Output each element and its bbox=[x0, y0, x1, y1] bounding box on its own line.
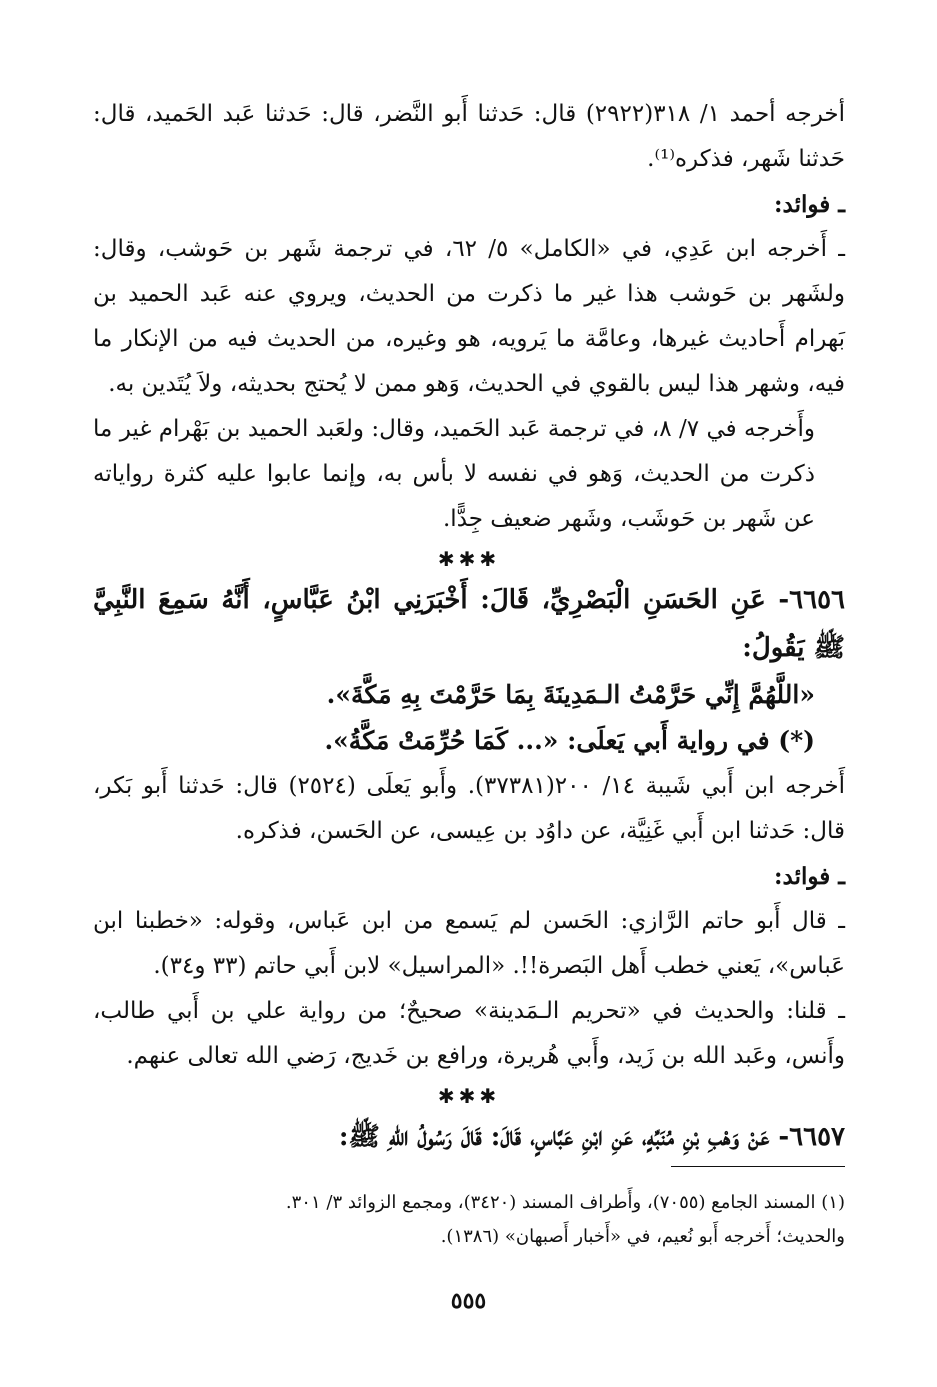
hadith-quote: «اللَّهُمَّ إِنِّي حَرَّمْتُ الـمَدِينَةَ بِمَا حَرَّمْتَ بِهِ مَكَّةَ». bbox=[326, 680, 815, 709]
footnote-line: والحديث؛ أَخرجه أَبو نُعيم، في «أَخبار أَصبهان» (١٣٨٦). bbox=[440, 1226, 845, 1247]
section-heading: ـ فوائد: bbox=[774, 191, 845, 218]
main-text bbox=[93, 92, 845, 1161]
hadith-variant: (*) في رواية أَبي يَعلَى: «... كَمَا حُرِّمَتْ مَكَّةُ». bbox=[324, 726, 815, 755]
benefit-paragraph: وأَخرجه في ٧/ ٨، في ترجمة عَبد الحَميد، وقال: ولعَبد الحميد بن بَهْرام غير ما ذكرت من الحديث، وَهو في نفسه لا بأس به، وإنما عابوا عليه كثرة رواياته عن شَهر بن حَوشَب، وشَهر ضعيف جِدًّا. bbox=[93, 416, 815, 532]
benefit-paragraph: ـ قال أَبو حاتم الرَّازي: الحَسن لم يَسمع من ابن عَباس، وقوله: «خطبنا ابن عَباس»، يَعني خطب أَهل البَصرة!!. «المراسيل» لابن أَبي حاتم (٣٣ و٣٤). bbox=[93, 908, 845, 979]
separator-stars: ✱✱✱ bbox=[437, 1084, 501, 1108]
section-heading: ـ فوائد: bbox=[774, 863, 845, 890]
separator-stars: ✱✱✱ bbox=[437, 547, 501, 571]
takhrij-paragraph: أَخرجه ابن أَبي شَيبة ١٤/ ٢٠٠(٣٧٣٨١). وأَبو يَعلَى (٢٥٢٤) قال: حَدثنا أَبو بَكر، قال: حَدثنا ابن أَبي غَنِيَّة، عن داوُد بن عِيسى، عن الحَسن، فذكره. bbox=[93, 773, 846, 844]
hadith-text: ٦٦٥٦- عَنِ الحَسَنِ الْبَصْرِيِّ، قَالَ: أَخْبَرَنِي ابْنُ عَبَّاسٍ، أَنَّهُ سَمِعَ النَّبِيَّ ﷺ يَقُولُ: bbox=[93, 585, 845, 663]
takhrij-paragraph: أخرجه أحمد ١/ ٣١٨(٢٩٢٢) قال: حَدثنا أَبو النَّضر، قال: حَدثنا عَبد الحَميد، قال: حَدثنا شَهر، فذكره⁽¹⁾. bbox=[93, 101, 846, 172]
benefit-paragraph: ـ قلنا: والحديث في «تحريم الـمَدينة» صحيحٌ؛ من رواية علي بن أَبي طالب، وأَنس، وعَبد الله بن زَيد، وأَبي هُريرة، ورافع بن خَديج، رَضي الله تعالى عنهم. bbox=[93, 998, 845, 1069]
footnote-divider bbox=[671, 1166, 845, 1167]
hadith-text: ٦٦٥٧- عَنْ وَهْبِ بْنِ مُنَبِّهٍ، عَنِ ابْنِ عَبَّاسٍ، قَالَ: قَالَ رَسُولُ اللهِ ﷺ: bbox=[338, 1122, 845, 1152]
benefit-paragraph: ـ أَخرجه ابن عَدِي، في «الكامل» ٥/ ٦٢، في ترجمة شَهر بن حَوشب، وقال: ولشَهر بن حَوشب هذا غير ما ذكرت من الحديث، ويروي عنه عَبد الحميد بن بَهرام أَحاديث غيرها، وعامَّة ما يَرويه، هو وغيره، من الحديث فيه من الإنكار ما فيه، وشهر هذا ليس بالقوي في الحديث، وَهو ممن لا يُحتج بحديثه، ولاَ يُتَدين به. bbox=[93, 236, 845, 397]
footnotes bbox=[93, 1186, 845, 1254]
footnote-line: (١) المسند الجامع (٧٠٥٥)، وأَطراف المسند (٣٤٢٠)، ومجمع الزوائد ٣/ ٣٠١. bbox=[285, 1192, 845, 1213]
page-number: ٥٥٥ bbox=[450, 1288, 487, 1314]
